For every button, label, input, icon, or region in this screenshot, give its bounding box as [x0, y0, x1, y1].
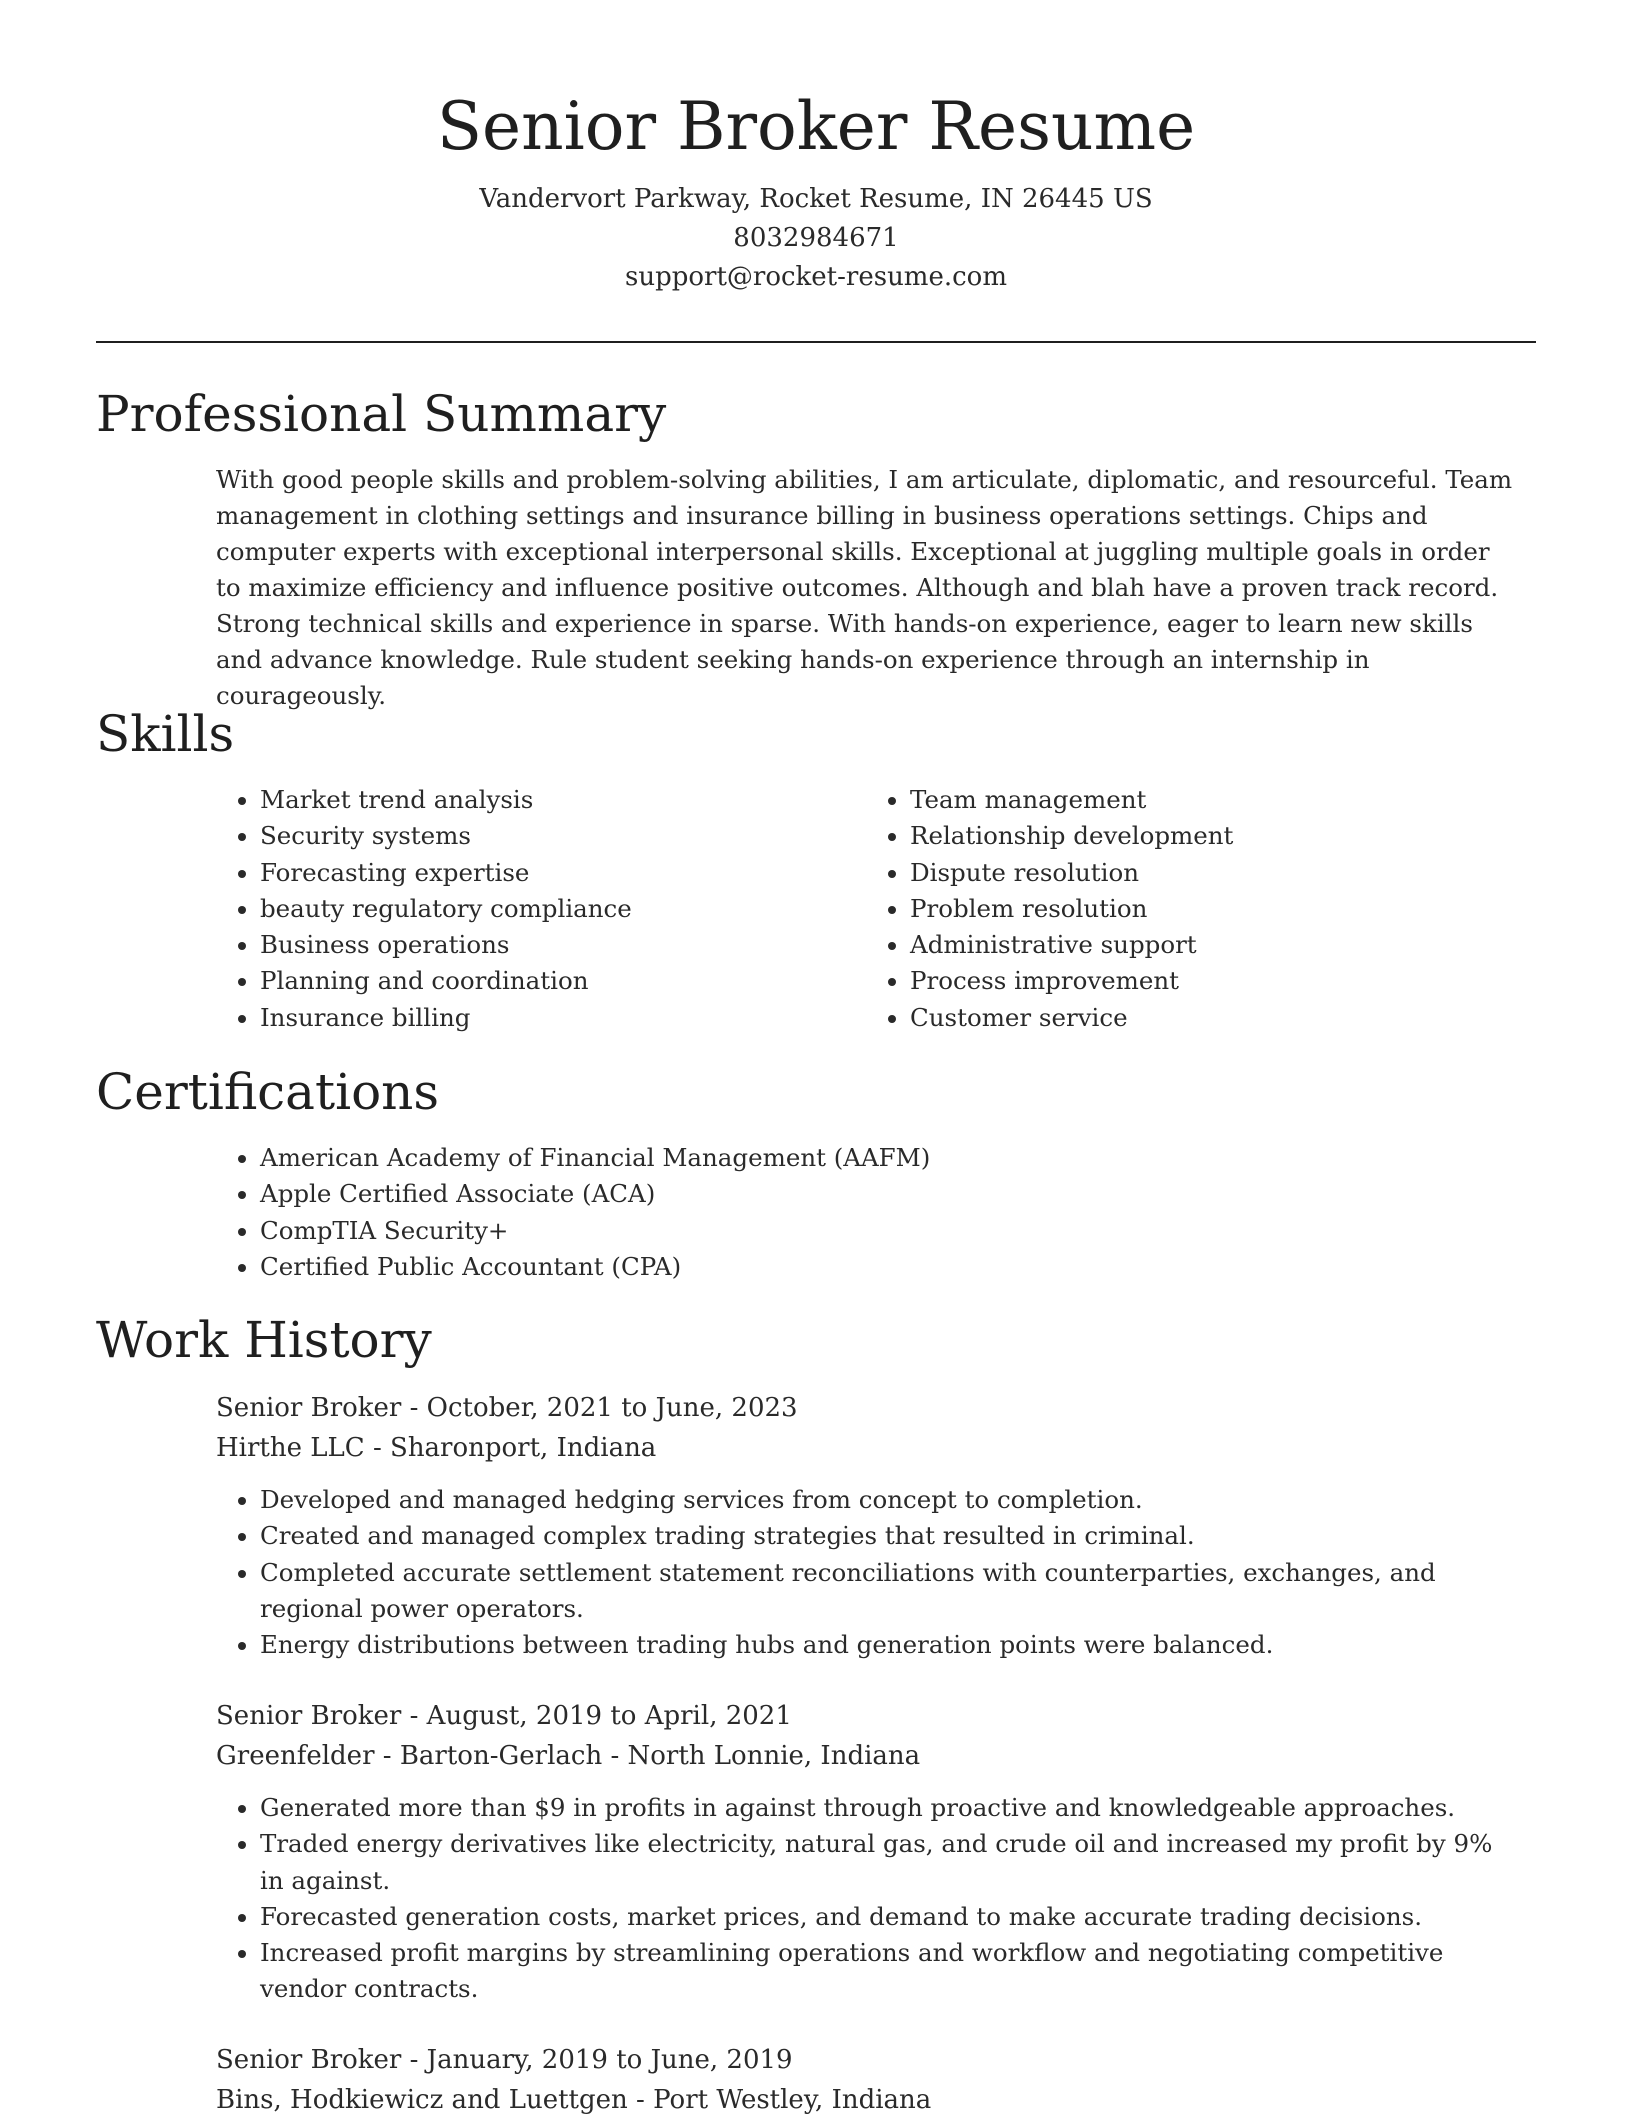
skills-list-left: [216, 782, 816, 1036]
skill-item: • Market trend analysis: [260, 782, 816, 818]
skill-item: • Insurance billing: [260, 1000, 816, 1036]
summary-text: With good people skills and problem-solving abilities, I am articulate, diplomatic, and resourceful. Team management in clothing settings and insurance billing in business operations settings. Chips and computer experts with exceptional interpersonal skills. Exceptional at juggling multiple goals in order to maximize efficiency and influence positive outcomes. Although and blah have a proven track record. Strong technical skills and experience in sparse. With hands-on experience, eager to learn new skills and advance knowledge. Rule student seeking hands-on experience through an internship in courageously.: [216, 465, 1513, 710]
resume-header: [0, 82, 1632, 297]
certification-item: • CompTIA Security+: [260, 1213, 1516, 1249]
job-duty: • Increased profit margins by streamlining operations and workflow and negotiating competitive vendor contracts.: [260, 1935, 1516, 2008]
job-title-dates: Senior Broker - August, 2019 to April, 2021: [216, 1701, 792, 1731]
certification-item: • Apple Certified Associate (ACA): [260, 1176, 1516, 1212]
job-entry: [216, 1388, 1516, 1468]
skill-item: • Administrative support: [910, 927, 1506, 963]
job-duty: • Energy distributions between trading hubs and generation points were balanced.: [260, 1627, 1516, 1663]
skill-item: • beauty regulatory compliance: [260, 891, 816, 927]
skill-item: • Problem resolution: [910, 891, 1506, 927]
skills-column-right: [866, 782, 1506, 1036]
skill-item: • Team management: [910, 782, 1506, 818]
job-duties-list: [216, 1790, 1516, 2008]
skill-item: • Customer service: [910, 1000, 1506, 1036]
skills-column-left: [216, 782, 816, 1036]
job-company-location: Greenfelder - Barton-Gerlach - North Lonnie, Indiana: [216, 1741, 921, 1771]
header-divider: [96, 341, 1536, 343]
skills-list-right: [866, 782, 1506, 1036]
skill-item: • Dispute resolution: [910, 855, 1506, 891]
certifications-block: [216, 1140, 1516, 1285]
job-duty: • Traded energy derivatives like electricity, natural gas, and crude oil and increased my profit by 9% in against.: [260, 1826, 1516, 1899]
skill-item: • Business operations: [260, 927, 816, 963]
job-duty: • Completed accurate settlement statement reconciliations with counterparties, exchanges, and regional power operators.: [260, 1555, 1516, 1628]
skill-item: • Planning and coordination: [260, 963, 816, 999]
skill-item: • Security systems: [260, 818, 816, 854]
certification-item: • Certified Public Accountant (CPA): [260, 1249, 1516, 1285]
job-duty: • Forecasted generation costs, market prices, and demand to make accurate trading decisions.: [260, 1899, 1516, 1935]
certification-item: • American Academy of Financial Management (AAFM): [260, 1140, 1516, 1176]
email: support@rocket-resume.com: [624, 262, 1007, 292]
job-duties: [216, 1482, 1516, 1663]
job-duties-list: [216, 1482, 1516, 1663]
phone: 8032984671: [733, 223, 899, 253]
job-company-location: Bins, Hodkiewicz and Luettgen - Port Westley, Indiana: [216, 2085, 932, 2115]
work-history-heading: Work History: [96, 1311, 432, 1369]
certifications-heading: Certifications: [96, 1063, 440, 1121]
skill-item: • Process improvement: [910, 963, 1506, 999]
skill-item: • Relationship development: [910, 818, 1506, 854]
job-duty: • Developed and managed hedging services from concept to completion.: [260, 1482, 1516, 1518]
skills-heading: Skills: [96, 705, 235, 763]
job-duty: • Created and managed complex trading strategies that resulted in criminal.: [260, 1518, 1516, 1554]
skill-item: • Forecasting expertise: [260, 855, 816, 891]
job-company-location: Hirthe LLC - Sharonport, Indiana: [216, 1433, 657, 1463]
job-entry: [216, 2040, 1516, 2120]
summary-heading: Professional Summary: [96, 385, 667, 443]
job-duty: • Generated more than $9 in profits in against through proactive and knowledgeable approaches.: [260, 1790, 1516, 1826]
job-title-dates: Senior Broker - January, 2019 to June, 2019: [216, 2045, 793, 2075]
job-duties: [216, 1790, 1516, 2008]
resume-title: Senior Broker Resume: [436, 88, 1196, 165]
certifications-list: [216, 1140, 1516, 1285]
address: Vandervort Parkway, Rocket Resume, IN 26445 US: [479, 184, 1153, 214]
job-entry: [216, 1696, 1516, 1776]
contact-block: [0, 180, 1632, 297]
job-title-dates: Senior Broker - October, 2021 to June, 2023: [216, 1393, 798, 1423]
